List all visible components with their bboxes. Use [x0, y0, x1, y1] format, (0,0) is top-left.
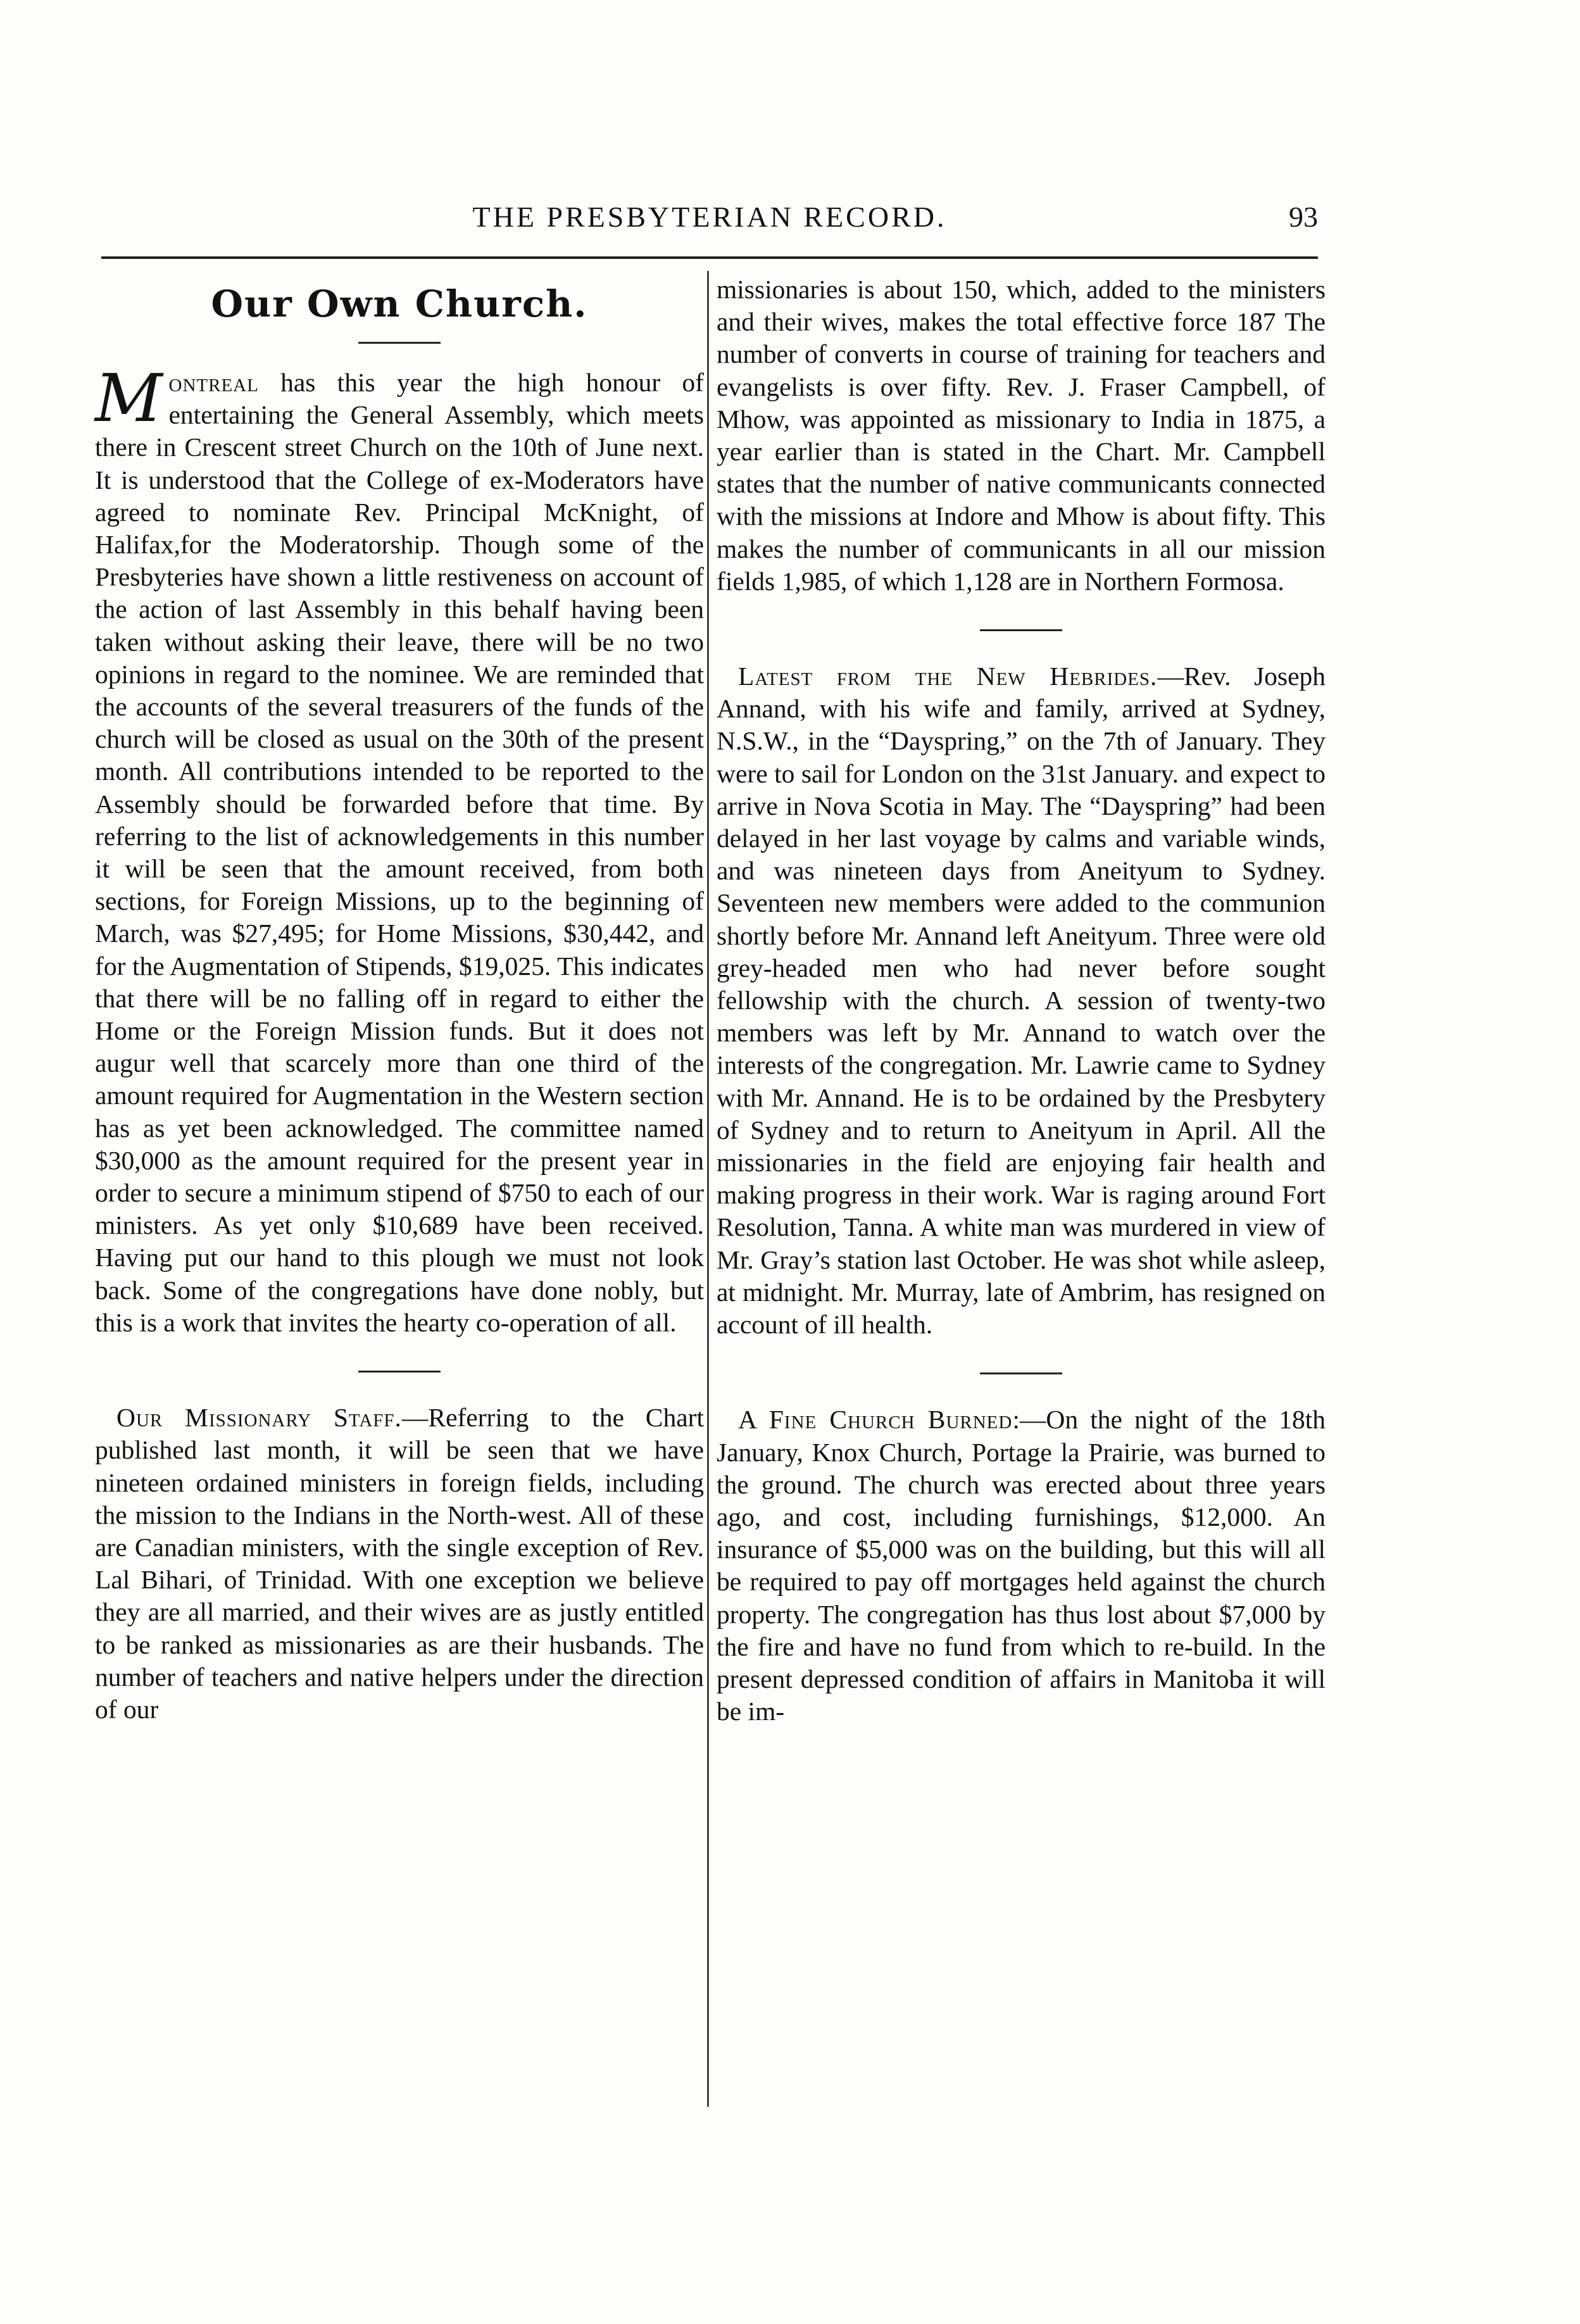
section-heading: Our Own Church.: [211, 282, 588, 325]
header-rule: [101, 256, 1318, 259]
article-body: —Rev. Joseph Annand, with his wife and family, arrived at Sydney, N.S.W., in the “Dayspring,” on the 7th of January. They were to sail for London on the 31st January. and expect to arrive in Nova Scotia in May. The “Dayspring” had been delayed in her last voyage by calms and variable winds, and was nineteen days from Aneityum to Sydney. Seventeen new members were added to the communion shortly before Mr. Annand left Aneityum. Three were old grey-headed men who had never before sought fellowship with the church. A session of twenty-two members was left by Mr. Annand to watch over the interests of the congregation. Mr. Lawrie came to Sydney with Mr. Annand. He is to be ordained by the Presbytery of Sydney and to return to Aneityum in April. All the missionaries in the field are enjoying fair health and making progress in their work. War is raging around Fort Resolution, Tanna. A white man was murdered in view of Mr. Gray’s station last October. He was shot while asleep, at midnight. Mr. Murray, late of Ambrim, has resigned on account of ill health.: [717, 662, 1326, 1340]
article-body: —Referring to the Chart published last month, it will be seen that we have nineteen ordained ministers in foreign fields, including the mission to the Indians in the North-west. All of these are Canadian ministers, with the single exception of Rev. Lal Bihari, of Trinidad. With one exception we believe they are all married, and their wives are as justly entitled to be ranked as missionaries as are their husbands. The number of teachers and native helpers under the direction of our: [95, 1403, 704, 1724]
drop-cap: M: [95, 360, 163, 437]
article-body: :—On the night of the 18th January, Knox Church, Portage la Prairie, was burned to the ground. The church was erected about three years ago, and cost, including furnishings, $12,000. An insurance of $5,000 was on the building, but this will all be required to pay off mortgages held against the church property. The congregation has thus lost about $7,000 by the fire and have no fund from which to re-build. In the present depressed condition of affairs in Manitoba it will be im-: [717, 1405, 1326, 1726]
article-church-burned: [717, 1404, 1326, 1728]
page-number: 93: [1289, 201, 1318, 233]
article-separator-rule: [980, 629, 1062, 631]
column-divider: [707, 271, 709, 2107]
article-missionary-staff-continued: missionaries is about 150, which, added to the ministers and their wives, makes the total effective force 187 The number of converts in course of training for teachers and evangelists is over fifty. Rev. J. Fraser Campbell, of Mhow, was appointed as missionary to India in 1875, a year earlier than is stated in the Chart. Mr. Campbell states that the number of native communicants connected with the missions at Indore and Mhow is about fifty. This makes the number of communicants in all our mission fields 1,985, of which 1,128 are in Northern Formosa.: [717, 275, 1326, 596]
section-heading-rule: [358, 342, 441, 344]
journal-title: THE PRESBYTERIAN RECORD.: [472, 201, 947, 233]
article-lead-words: Our Missionary Staff.: [116, 1403, 402, 1433]
article-body: has this year the high honour of entertaining the General Assembly, which meets there in Crescent street Church on the 10th of June next. It is understood that the College of ex-Moderators have agreed to nominate Rev. Principal McKnight, of Halifax,for the Moderatorship. Though some of the Presbyteries have shown a little restiveness on account of the action of last Assembly in this behalf having been taken without asking their leave, there will be no two opinions in regard to the nominee. We are reminded that the accounts of the several treasurers of the funds of the church will be closed as usual on the 30th of the present month. All contributions intended to be reported to the Assembly should be forwarded before that time. By referring to the list of acknowledgements in this number it will be seen that the amount received, from both sections, for Foreign Missions, up to the beginning of March, was $27,495; for Home Missions, $30,442, and for the Augmentation of Stipends, $19,025. This indicates that there will be no falling off in regard to either the Home or the Foreign Mission funds. But it does not augur well that scarcely more than one third of the amount required for Augmentation in the Western section has as yet been acknowledged. The committee named $30,000 as the amount required for the present year in order to secure a minimum stipend of $750 to each of our ministers. As yet only $10,689 have been received. Having put our hand to this plough we must not look back. Some of the congregations have done nobly, but this is a work that invites the hearty co-operation of all.: [95, 368, 704, 1337]
article-missionary-staff: [95, 1402, 704, 1726]
article-lead-words: Latest from the New Hebrides.: [738, 662, 1158, 691]
article-lead-words: A Fine Church Burned: [738, 1405, 1013, 1435]
article-lead-words: ontreal: [168, 368, 259, 397]
article-separator-rule: [358, 1371, 441, 1372]
article-montreal-assembly: [95, 360, 704, 1339]
right-column: [717, 273, 1326, 1728]
article-new-hebrides: [717, 660, 1326, 1341]
article-separator-rule: [980, 1372, 1062, 1374]
running-head: [101, 200, 1318, 244]
left-column: [95, 273, 704, 1726]
